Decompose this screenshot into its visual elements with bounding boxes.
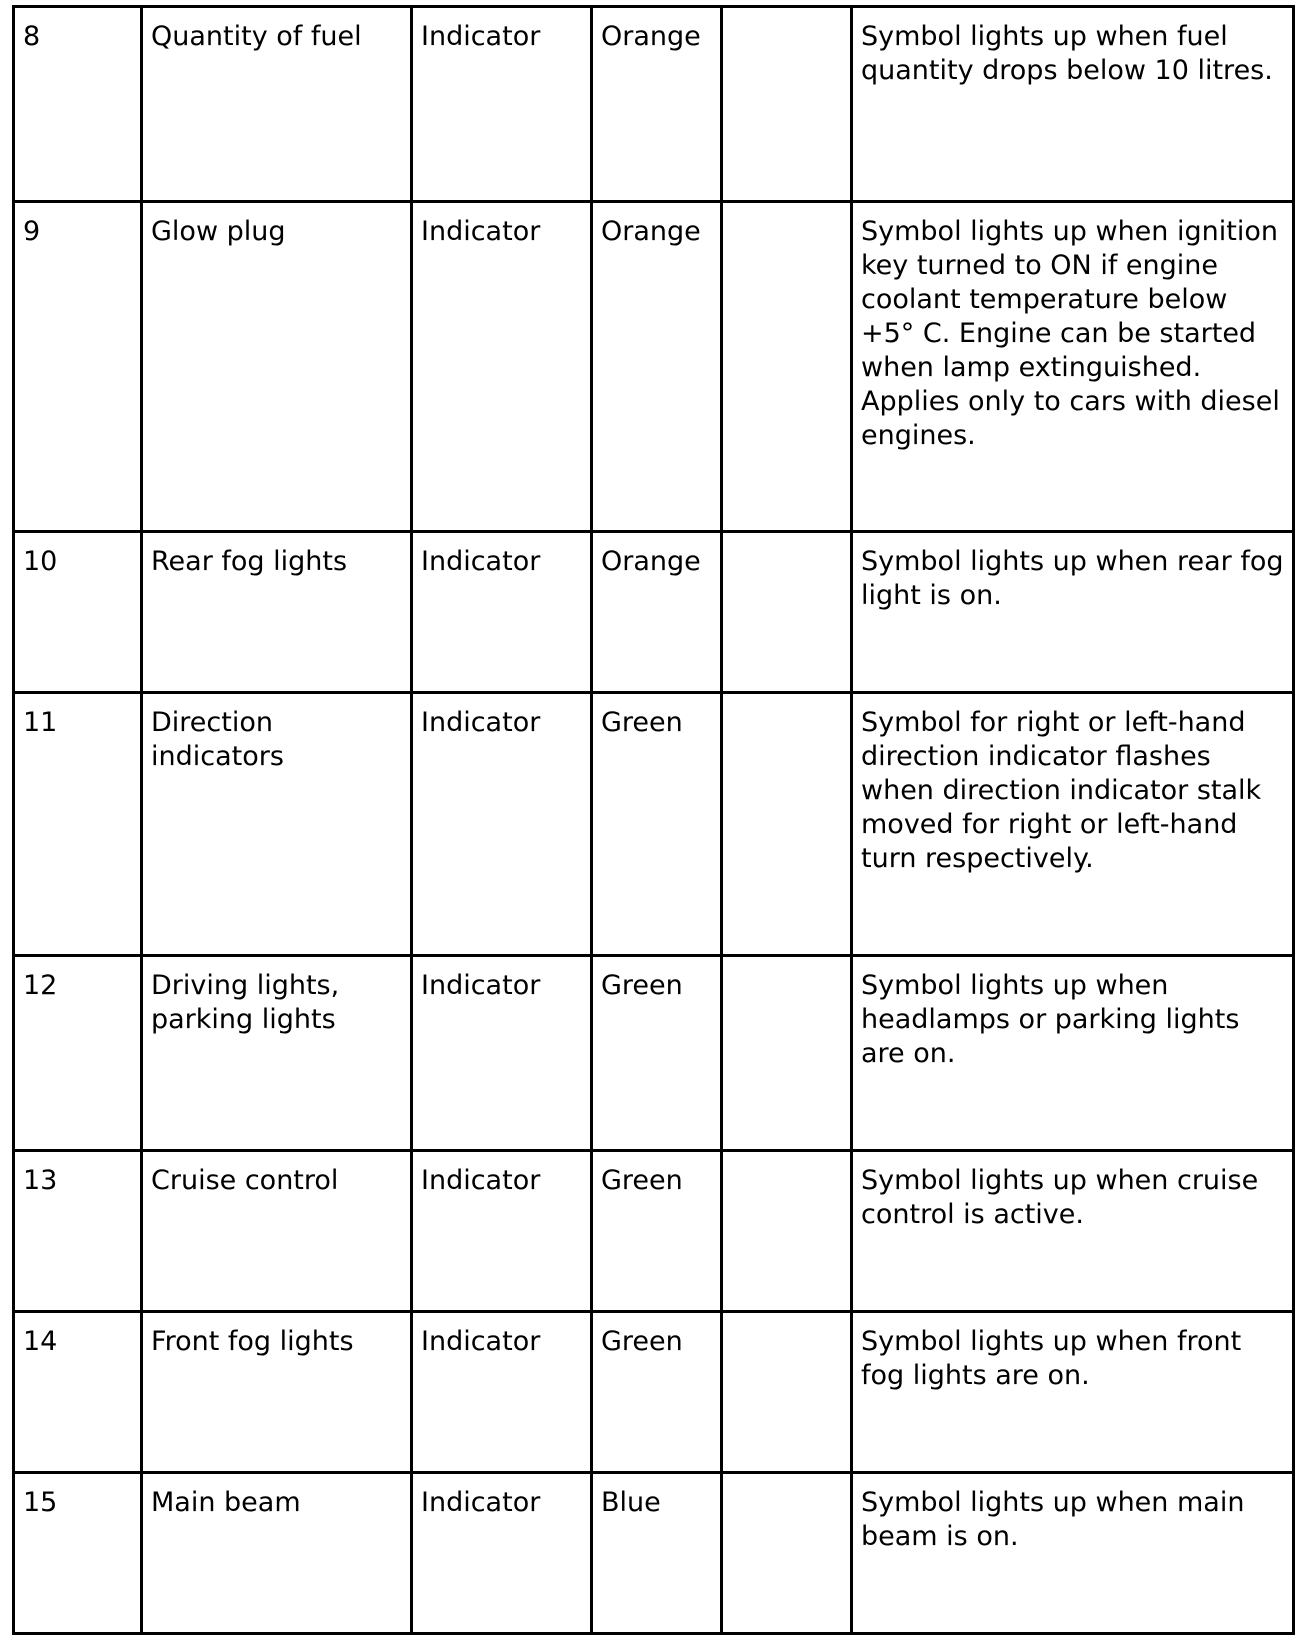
cell-extra [722,202,852,532]
table-row [14,1312,1294,1473]
cell-description: Symbol for right or left-hand direction indicator flashes when direction indicator stalk moved for right or left-hand turn respectively. [852,693,1294,956]
cell-description: Symbol lights up when rear fog light is on. [852,532,1294,693]
cell-type: Indicator [412,7,592,202]
cell-extra [722,7,852,202]
table-row [14,693,1294,956]
table-row [14,1473,1294,1634]
cell-function: Front fog lights [142,1312,412,1473]
cell-number: 11 [14,693,142,956]
table-row [14,956,1294,1151]
cell-description: Symbol lights up when main beam is on. [852,1473,1294,1634]
cell-color: Green [592,1151,722,1312]
cell-number: 15 [14,1473,142,1634]
cell-description: Symbol lights up when headlamps or parking lights are on. [852,956,1294,1151]
cell-extra [722,1151,852,1312]
indicator-table [12,5,1295,1635]
cell-type: Indicator [412,693,592,956]
cell-number: 12 [14,956,142,1151]
cell-color: Green [592,1312,722,1473]
cell-color: Orange [592,532,722,693]
cell-number: 10 [14,532,142,693]
table-row [14,532,1294,693]
cell-description: Symbol lights up when fuel quantity drops below 10 litres. [852,7,1294,202]
cell-type: Indicator [412,1312,592,1473]
cell-extra [722,1473,852,1634]
cell-extra [722,693,852,956]
cell-description: Symbol lights up when front fog lights are on. [852,1312,1294,1473]
cell-color: Green [592,956,722,1151]
cell-extra [722,532,852,693]
cell-description: Symbol lights up when ignition key turned to ON if engine coolant temperature below +5° C. Engine can be started when lamp extinguished. Applies only to cars with diesel engines. [852,202,1294,532]
cell-function: Cruise control [142,1151,412,1312]
cell-type: Indicator [412,1151,592,1312]
cell-description: Symbol lights up when cruise control is active. [852,1151,1294,1312]
cell-type: Indicator [412,1473,592,1634]
cell-function: Main beam [142,1473,412,1634]
cell-type: Indicator [412,532,592,693]
table-row [14,7,1294,202]
cell-function: Driving lights, parking lights [142,956,412,1151]
cell-function: Glow plug [142,202,412,532]
cell-color: Blue [592,1473,722,1634]
cell-color: Green [592,693,722,956]
table-row [14,1151,1294,1312]
cell-color: Orange [592,7,722,202]
cell-number: 9 [14,202,142,532]
cell-type: Indicator [412,202,592,532]
cell-type: Indicator [412,956,592,1151]
cell-function: Direction indicators [142,693,412,956]
table-row [14,202,1294,532]
cell-function: Quantity of fuel [142,7,412,202]
cell-color: Orange [592,202,722,532]
cell-extra [722,1312,852,1473]
cell-number: 8 [14,7,142,202]
cell-number: 13 [14,1151,142,1312]
cell-function: Rear fog lights [142,532,412,693]
cell-extra [722,956,852,1151]
cell-number: 14 [14,1312,142,1473]
